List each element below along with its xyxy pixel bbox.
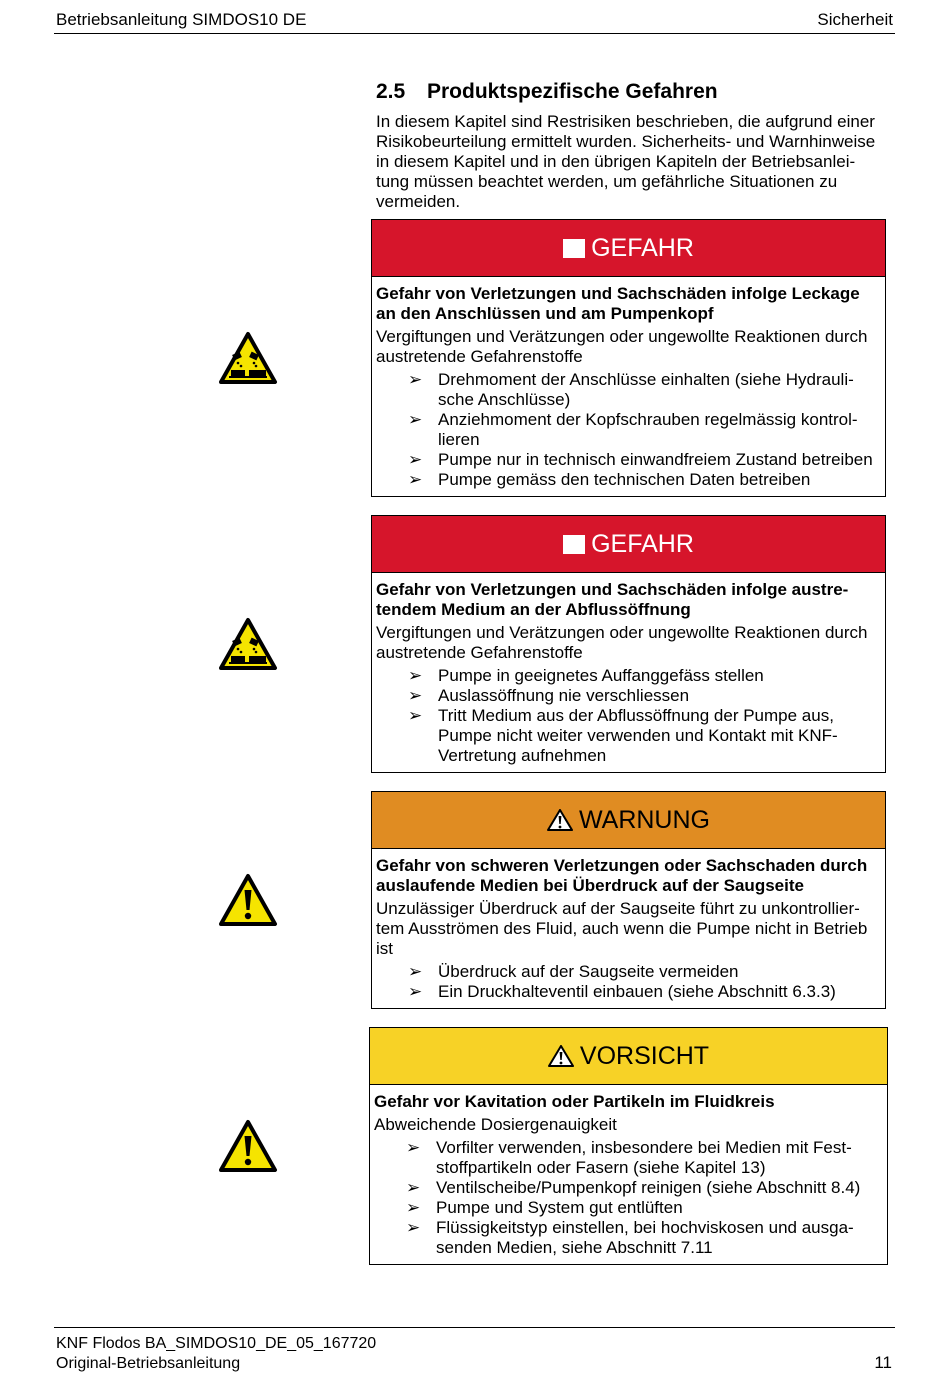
intro-line: tung müssen beachtet werden, um gefährliche Situationen zu <box>376 172 838 191</box>
section-number: 2.5 <box>376 80 406 103</box>
notice-consequence <box>374 1115 882 1135</box>
notice-title <box>376 284 880 324</box>
notice-measures <box>376 666 880 766</box>
measure-line: Pumpe gemäss den technischen Daten betreiben <box>438 470 811 489</box>
footer-document-id: KNF Flodos BA_SIMDOS10_DE_05_167720 <box>56 1335 377 1352</box>
notice-body <box>370 1085 887 1264</box>
list-item <box>376 666 880 686</box>
list-item <box>376 686 880 706</box>
general-warning-icon <box>218 1119 278 1173</box>
notice-title-line: Gefahr von Verletzungen und Sachschäden infolge austre- <box>376 580 849 599</box>
arrow-bullet-icon: ➢ <box>408 706 423 725</box>
warning-triangle-icon <box>548 1045 574 1067</box>
notice-title <box>376 856 880 896</box>
arrow-bullet-icon: ➢ <box>408 370 423 389</box>
warning-notice-overpressure <box>371 791 886 1009</box>
measure-line: sche Anschlüsse) <box>438 390 571 409</box>
arrow-bullet-icon: ➢ <box>408 686 423 705</box>
notice-text-line: tem Ausströmen des Fluid, auch wenn die Pumpe nicht in Betrieb <box>376 919 868 938</box>
list-item <box>376 982 880 1002</box>
measure-line: Vorfilter verwenden, insbesondere bei Medien mit Fest- <box>436 1138 852 1157</box>
signal-word-label: WARNUNG <box>578 806 710 834</box>
corrosive-hazard-icon <box>218 617 278 671</box>
notice-title-line: an den Anschlüssen und am Pumpenkopf <box>376 304 714 323</box>
list-item <box>376 962 880 982</box>
arrow-bullet-icon: ➢ <box>408 962 423 981</box>
notice-text-line: austretende Gefahrenstoffe <box>376 643 583 662</box>
signal-word <box>563 235 694 261</box>
page-number: 11 <box>874 1353 892 1372</box>
signal-word-label: GEFAHR <box>591 234 694 262</box>
notice-consequence <box>376 899 880 959</box>
signal-word <box>563 531 694 557</box>
list-item <box>376 410 880 450</box>
notice-title-line: Gefahr von Verletzungen und Sachschäden infolge Leckage <box>376 284 860 303</box>
general-warning-icon <box>218 873 278 927</box>
list-item <box>376 470 880 490</box>
notice-title-line: auslaufende Medien bei Überdruck auf der Saugseite <box>376 876 804 895</box>
notice-text-line: Unzulässiger Überdruck auf der Saugseite führt zu unkontrollier- <box>376 899 860 918</box>
danger-notice-leakage <box>371 219 886 497</box>
header-divider <box>54 33 895 34</box>
measure-line: Vertretung aufnehmen <box>438 746 607 765</box>
intro-line: vermeiden. <box>376 192 461 211</box>
signal-word <box>547 807 710 833</box>
signal-word-label: VORSICHT <box>579 1042 710 1070</box>
measure-line: Tritt Medium aus der Abflussöffnung der Pumpe aus, <box>438 706 834 725</box>
measure-line: Auslassöffnung nie verschliessen <box>438 686 690 705</box>
notice-measures <box>374 1138 882 1258</box>
list-item <box>376 450 880 470</box>
arrow-bullet-icon: ➢ <box>406 1138 421 1157</box>
measure-line: stoffpartikeln oder Fasern (siehe Kapitel 13) <box>436 1158 766 1177</box>
notice-title <box>374 1092 882 1112</box>
intro-line: Risikobeurteilung ermittelt wurden. Sicherheits- und Warnhinweise <box>376 132 876 151</box>
list-item <box>376 706 880 766</box>
measure-line: Pumpe und System gut entlüften <box>436 1198 683 1217</box>
measure-line: Pumpe in geeignetes Auffanggefäss stellen <box>438 666 764 685</box>
intro-line: In diesem Kapitel sind Restrisiken beschrieben, die aufgrund einer <box>376 112 875 131</box>
warning-triangle-icon <box>547 809 573 831</box>
notice-body <box>372 849 885 1008</box>
danger-square-icon <box>563 239 585 258</box>
notice-title-line: Gefahr von schweren Verletzungen oder Sachschaden durch <box>376 856 868 875</box>
signal-word <box>548 1043 709 1069</box>
arrow-bullet-icon: ➢ <box>408 470 423 489</box>
measure-line: Ein Druckhalteventil einbauen (siehe Abschnitt 6.3.3) <box>438 982 836 1001</box>
corrosive-hazard-icon <box>218 331 278 385</box>
notice-measures <box>376 370 880 490</box>
section-intro <box>376 112 896 212</box>
header-chapter-title: Sicherheit <box>817 10 893 29</box>
notice-header <box>372 516 885 573</box>
measure-line: Drehmoment der Anschlüsse einhalten (siehe Hydrauli- <box>438 370 854 389</box>
arrow-bullet-icon: ➢ <box>408 982 423 1001</box>
measure-line: Pumpe nicht weiter verwenden und Kontakt mit KNF- <box>438 726 838 745</box>
measure-line: Pumpe nur in technisch einwandfreiem Zustand betreiben <box>438 450 873 469</box>
notice-text-line: Vergiftungen und Verätzungen oder ungewollte Reaktionen durch <box>376 623 868 642</box>
danger-notice-outlet <box>371 515 886 773</box>
arrow-bullet-icon: ➢ <box>406 1198 421 1217</box>
list-item <box>374 1178 882 1198</box>
notice-consequence <box>376 327 880 367</box>
notice-measures <box>376 962 880 1002</box>
notice-body <box>372 277 885 496</box>
signal-word-label: GEFAHR <box>591 530 694 558</box>
list-item <box>374 1218 882 1258</box>
notice-title <box>376 580 880 620</box>
measure-line: Flüssigkeitstyp einstellen, bei hochviskosen und ausga- <box>436 1218 854 1237</box>
notice-title-line: tendem Medium an der Abflussöffnung <box>376 600 691 619</box>
notice-body <box>372 573 885 772</box>
arrow-bullet-icon: ➢ <box>408 450 423 469</box>
section-heading <box>376 80 718 104</box>
notice-header <box>372 792 885 849</box>
notice-text-line: Vergiftungen und Verätzungen oder ungewollte Reaktionen durch <box>376 327 868 346</box>
notice-header <box>370 1028 887 1085</box>
danger-square-icon <box>563 535 585 554</box>
measure-line: Überdruck auf der Saugseite vermeiden <box>438 962 739 981</box>
notice-text-line: ist <box>376 939 393 958</box>
list-item <box>374 1198 882 1218</box>
intro-line: in diesem Kapitel und in den übrigen Kapiteln der Betriebsanlei- <box>376 152 856 171</box>
notice-title-line: Gefahr vor Kavitation oder Partikeln im Fluidkreis <box>374 1092 775 1111</box>
section-title: Produktspezifische Gefahren <box>427 80 718 103</box>
notice-header <box>372 220 885 277</box>
footer-divider <box>54 1327 895 1328</box>
measure-line: lieren <box>438 430 480 449</box>
arrow-bullet-icon: ➢ <box>406 1218 421 1237</box>
list-item <box>376 370 880 410</box>
measure-line: senden Medien, siehe Abschnitt 7.11 <box>436 1238 713 1257</box>
arrow-bullet-icon: ➢ <box>408 666 423 685</box>
caution-notice-cavitation <box>369 1027 888 1265</box>
arrow-bullet-icon: ➢ <box>406 1178 421 1197</box>
notice-text-line: austretende Gefahrenstoffe <box>376 347 583 366</box>
measure-line: Ventilscheibe/Pumpenkopf reinigen (siehe Abschnitt 8.4) <box>436 1178 861 1197</box>
measure-line: Anziehmoment der Kopfschrauben regelmässig kontrol- <box>438 410 858 429</box>
header-document-title: Betriebsanleitung SIMDOS10 DE <box>56 10 307 29</box>
notice-consequence <box>376 623 880 663</box>
notice-text-line: Abweichende Dosiergenauigkeit <box>374 1115 617 1134</box>
list-item <box>374 1138 882 1178</box>
footer-document-type: Original-Betriebsanleitung <box>56 1355 241 1372</box>
arrow-bullet-icon: ➢ <box>408 410 423 429</box>
